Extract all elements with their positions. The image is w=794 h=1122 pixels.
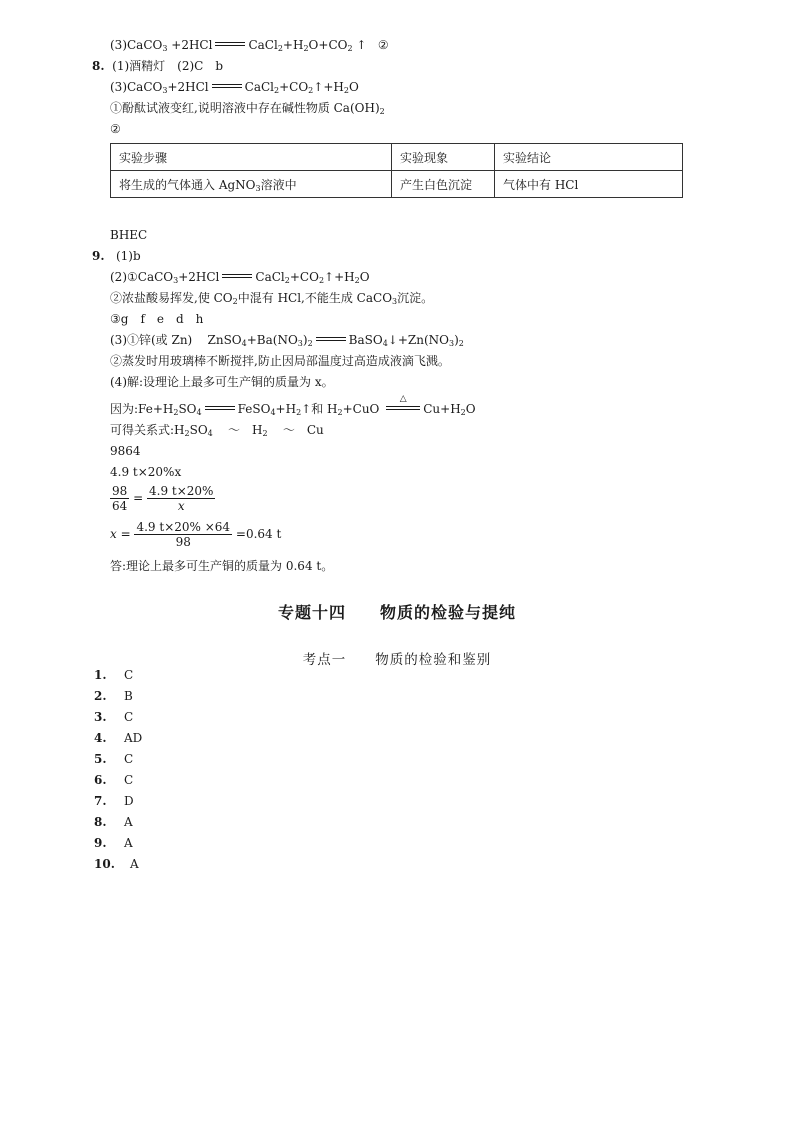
q9-part3b: ②蒸发时用玻璃棒不断搅拌,防止因局部温度过高造成液滴飞溅。 [110,354,450,368]
fraction-mass-x: $\frac{4.9 t\times 20\%}{x}$ [149,484,214,513]
q9-part2-equation: (2)①CaCO$_3$+2HCl $CaCl_2+CO_2↑+H_2O$ [110,270,370,285]
equals-arrow [222,274,252,278]
q9-line1: 9. (1)b [92,249,141,263]
heating-arrow [386,394,420,410]
q7-part3-equation: (3)CaCO$_3$ +2HCl $CaCl_2+H_2O+CO_2$ ↑ ② [110,38,389,53]
q9-masses: 9864 [110,444,141,458]
list-item: 1. C [94,668,134,682]
table-header-row [111,144,683,171]
q9-answer: 答:理论上最多可生产铜的质量为 0.64 t。 [110,559,334,573]
list-item: 8. A [94,815,133,829]
q8-line1: 8. (1)酒精灯 (2)C b [92,59,224,73]
table-row [111,171,683,198]
q8-tail: BHEC [110,228,148,242]
cell-phenomenon: 产生白色沉淀 [392,171,495,198]
q9-proportion: $\frac{98}{64}$ = $\frac{4.9 t\times 20\%}{x}$ [112,484,214,513]
q9-part4: (4)解:设理论上最多可生产铜的质量为 x。 [110,375,334,389]
q9-part3-equation: (3)①锌(或 Zn) $ZnSO_4+Ba(NO_3)_2$ $BaSO_4↓+Zn(NO_3)_2$ [110,333,464,348]
equals-arrow [212,84,242,88]
q8-sub2: ② [110,122,121,136]
equals-arrow [316,337,346,341]
list-item: 6. C [94,773,134,787]
q8-sub1: ①酚酞试液变红,说明溶液中存在碱性物质 $Ca(OH)_2$ [110,101,385,116]
answer-list [94,667,142,877]
list-item: 4. AD [94,731,143,745]
q9-part2c: ③g f e d h [110,312,204,326]
heat-triangle-icon: △ [399,394,407,404]
experiment-table [110,143,683,198]
list-item: 7. D [94,794,134,808]
list-item: 10. A [94,857,139,871]
q9-relation: 可得关系式$:H_2SO_4$ ～ $H_2$ ～ Cu [110,423,324,438]
q9-solve-x: x = $\frac{4.9 t\times 20\% \times 64}{98}$ =0.64 t [110,520,282,549]
header-phenomenon: 实验现象 [392,144,495,171]
fraction-solve: $\frac{4.9 t\times 20\% \times 64}{98}$ [136,520,231,549]
cell-conclusion: 气体中有 HCl [495,171,683,198]
header-conclusion: 实验结论 [495,144,683,171]
section-title: 专题十四 物质的检验与提纯 [277,603,516,622]
fraction-98-64: $\frac{98}{64}$ [112,484,128,513]
header-step: 实验步骤 [111,144,392,171]
equals-arrow [205,406,235,410]
list-item: 9. A [94,836,133,850]
list-item: 3. C [94,710,134,724]
q9-because-equation: 因为$:Fe+H_2SO_4$ $FeSO_4+H_2↑$和 $H_2+CuO$ △ $Cu+H_2O$ [110,394,476,417]
section-subtitle: 考点一 物质的检验和鉴别 [302,652,492,668]
list-item: 2. B [94,689,133,703]
list-item: 5. C [94,752,134,766]
equals-arrow [215,42,245,46]
cell-step: 将生成的气体通入 AgNO$_3$溶液中 [111,171,392,198]
q9-part2b: ②浓盐酸易挥发,使 $CO_2$中混有 HCl,不能生成 CaCO$_3$沉淀。 [110,291,434,306]
q9-given: 4.9 t×20%x [110,465,182,479]
q8-part3-equation: (3)CaCO$_3$+2HCl $CaCl_2+CO_2↑+H_2O$ [110,80,359,95]
